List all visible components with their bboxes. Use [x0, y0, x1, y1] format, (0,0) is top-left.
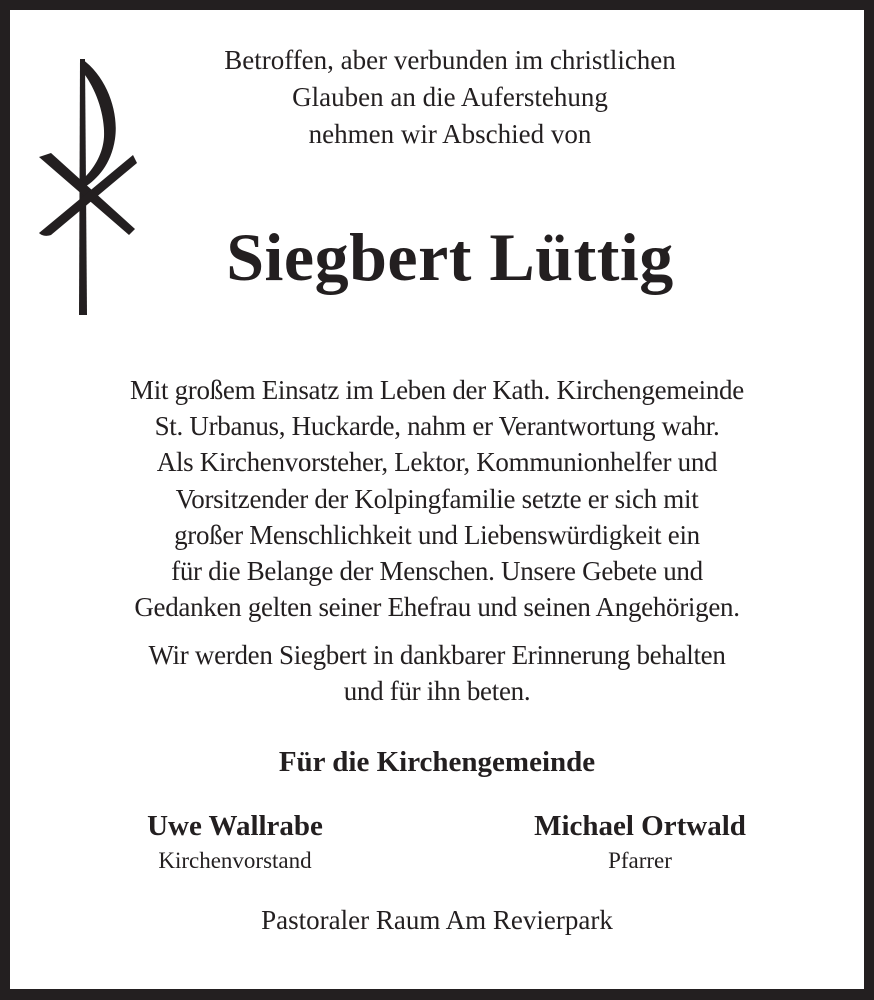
- tribute-text: [10, 372, 864, 625]
- intro-line: Betroffen, aber verbunden im christlichen: [224, 45, 676, 75]
- tribute-line: Gedanken gelten seiner Ehefrau und seinen Angehörigen.: [134, 592, 740, 623]
- signatory-name: Uwe Wallrabe: [147, 810, 323, 842]
- closing-line: und für ihn beten.: [343, 676, 531, 706]
- closing-line: Wir werden Siegbert in dankbarer Erinnerung behalten: [148, 640, 726, 670]
- closing-text: [10, 637, 864, 709]
- organization-heading: Für die Kirchengemeinde: [278, 746, 596, 778]
- deceased-name: Siegbert Lüttig: [226, 219, 674, 295]
- tribute-line: Vorsitzender der Kolpingfamilie setzte er sich mit: [175, 483, 699, 514]
- signatory-role: Pfarrer: [608, 848, 672, 873]
- signatory: [470, 808, 810, 878]
- tribute-line: großer Menschlichkeit und Liebenswürdigkeit ein: [174, 519, 700, 550]
- footer-text: Pastoraler Raum Am Revierpark: [261, 905, 613, 935]
- intro-text: [150, 42, 750, 153]
- signatory-role: Kirchenvorstand: [158, 848, 312, 873]
- tribute-line: St. Urbanus, Huckarde, nahm er Verantwortung wahr.: [154, 411, 720, 442]
- tribute-line: Mit großem Einsatz im Leben der Kath. Kirchengemeinde: [130, 375, 744, 405]
- signatory-name: Michael Ortwald: [534, 810, 746, 842]
- obituary-notice: [10, 10, 864, 989]
- intro-line: Glauben an die Auferstehung: [292, 82, 608, 112]
- tribute-line: Als Kirchenvorsteher, Lektor, Kommunionhelfer und: [156, 447, 718, 478]
- signatory: [65, 808, 405, 878]
- tribute-line: für die Belange der Menschen. Unsere Gebete und: [171, 556, 703, 587]
- chi-rho-icon: [37, 57, 137, 317]
- intro-line: nehmen wir Abschied von: [308, 119, 592, 149]
